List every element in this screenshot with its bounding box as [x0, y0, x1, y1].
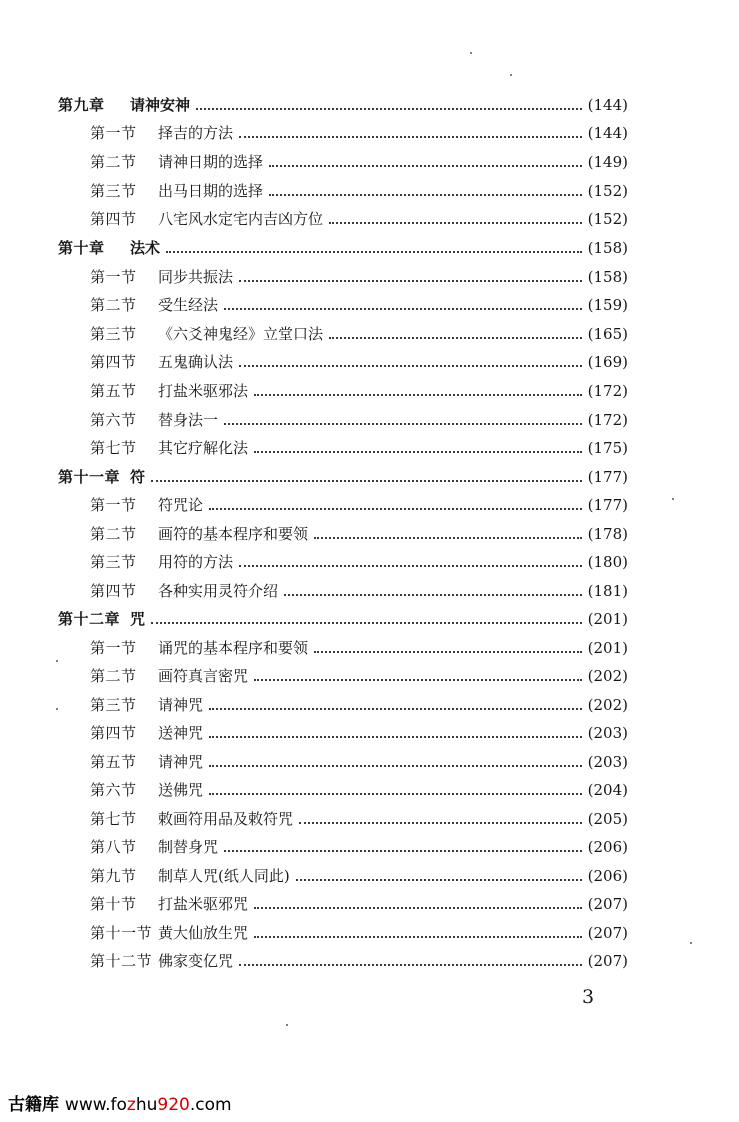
toc-chapter-row[interactable] — [58, 237, 628, 259]
section-title: 符咒论 — [158, 496, 204, 514]
dot-leader — [254, 393, 582, 396]
section-title: 请神咒 — [158, 753, 204, 771]
section-title: 佛家变亿咒 — [158, 952, 234, 970]
scan-speck — [470, 52, 472, 54]
section-number: 第二节 — [90, 153, 137, 171]
section-number: 第七节 — [90, 439, 137, 457]
section-number: 第一节 — [90, 124, 137, 142]
dot-leader — [239, 564, 582, 567]
chapter-number: 第九章 — [58, 96, 105, 114]
section-number: 第六节 — [90, 781, 137, 799]
toc-section-row[interactable] — [90, 208, 628, 230]
section-title: 请神日期的选择 — [158, 153, 264, 171]
dot-leader — [209, 764, 582, 767]
page-reference: (203) — [587, 753, 628, 771]
page-reference: (158) — [587, 239, 628, 257]
toc-chapter-row[interactable] — [58, 94, 628, 116]
page-reference: (144) — [587, 96, 628, 114]
toc-section-row[interactable] — [90, 523, 628, 545]
chapter-number: 第十章 — [58, 239, 105, 257]
section-number: 第四节 — [90, 582, 137, 600]
page-reference: (172) — [587, 382, 628, 400]
section-title: 敕画符用品及敕符咒 — [158, 810, 294, 828]
chapter-title: 请神安神 — [130, 96, 191, 114]
section-title: 画符真言密咒 — [158, 667, 249, 685]
toc-section-row[interactable] — [90, 180, 628, 202]
page-reference: (158) — [587, 268, 628, 286]
dot-leader — [209, 735, 582, 738]
chapter-title: 法术 — [130, 239, 161, 257]
page-reference: (169) — [587, 353, 628, 371]
scan-speck — [690, 942, 692, 944]
dot-leader — [151, 621, 582, 624]
dot-leader — [329, 221, 582, 224]
dot-leader — [284, 593, 582, 596]
section-title: 送神咒 — [158, 724, 204, 742]
scan-speck — [56, 660, 58, 662]
toc-section-row[interactable] — [90, 922, 628, 944]
section-title: 其它疗解化法 — [158, 439, 249, 457]
dot-leader — [166, 250, 582, 253]
page-reference: (206) — [587, 838, 628, 856]
page-reference: (202) — [587, 667, 628, 685]
section-number: 第五节 — [90, 382, 137, 400]
scan-speck — [56, 708, 58, 710]
section-number: 第一节 — [90, 268, 137, 286]
section-number: 第四节 — [90, 724, 137, 742]
page-reference: (172) — [587, 411, 628, 429]
section-number: 第四节 — [90, 353, 137, 371]
dot-leader — [196, 107, 582, 110]
dot-leader — [254, 935, 582, 938]
section-title: 同步共振法 — [158, 268, 234, 286]
watermark-url: www.fozhu920.com — [64, 1095, 232, 1115]
dot-leader — [299, 821, 582, 824]
page-reference: (165) — [587, 325, 628, 343]
dot-leader — [296, 878, 582, 881]
section-title: 请神咒 — [158, 696, 204, 714]
dot-leader — [239, 963, 582, 966]
section-number: 第三节 — [90, 553, 137, 571]
toc-section-row[interactable] — [90, 893, 628, 915]
page-reference: (203) — [587, 724, 628, 742]
dot-leader — [224, 307, 582, 310]
page-reference: (149) — [587, 153, 628, 171]
section-number: 第九节 — [90, 867, 137, 885]
page-reference: (178) — [587, 525, 628, 543]
section-title: 《六爻神鬼经》立堂口法 — [158, 325, 324, 343]
toc-section-row[interactable] — [90, 351, 628, 373]
page-reference: (159) — [587, 296, 628, 314]
page-reference: (205) — [587, 810, 628, 828]
toc-section-row[interactable] — [90, 266, 628, 288]
section-title: 送佛咒 — [158, 781, 204, 799]
section-number: 第一节 — [90, 496, 137, 514]
toc-chapter-row[interactable] — [58, 608, 628, 630]
section-title: 黄大仙放生咒 — [158, 924, 249, 942]
dot-leader — [314, 650, 582, 653]
page-reference: (152) — [587, 210, 628, 228]
section-number: 第二节 — [90, 667, 137, 685]
dot-leader — [269, 164, 582, 167]
section-number: 第十一节 — [90, 924, 153, 942]
section-title: 用符的方法 — [158, 553, 234, 571]
section-number: 第三节 — [90, 696, 137, 714]
section-number: 第一节 — [90, 639, 137, 657]
dot-leader — [224, 422, 582, 425]
page-reference: (177) — [587, 496, 628, 514]
section-number: 第三节 — [90, 182, 137, 200]
toc-section-row[interactable] — [90, 151, 628, 173]
dot-leader — [269, 193, 582, 196]
page-reference: (204) — [587, 781, 628, 799]
toc-section-row[interactable] — [90, 122, 628, 144]
section-number: 第六节 — [90, 411, 137, 429]
section-title: 替身法一 — [158, 411, 219, 429]
watermark-site-name: 古籍库 — [8, 1095, 59, 1115]
toc-section-row[interactable] — [90, 409, 628, 431]
dot-leader — [254, 906, 582, 909]
toc-section-row[interactable] — [90, 637, 628, 659]
section-title: 八宅风水定宅内吉凶方位 — [158, 210, 324, 228]
dot-leader — [209, 507, 582, 510]
page-reference: (207) — [587, 924, 628, 942]
toc-section-row[interactable] — [90, 808, 628, 830]
toc-section-row[interactable] — [90, 950, 628, 972]
dot-leader — [254, 450, 582, 453]
page-reference: (201) — [587, 610, 628, 628]
dot-leader — [151, 479, 582, 482]
page-reference: (202) — [587, 696, 628, 714]
toc-section-row[interactable] — [90, 865, 628, 887]
toc-section-row[interactable] — [90, 722, 628, 744]
page-number: 3 — [582, 986, 595, 1008]
section-title: 制替身咒 — [158, 838, 219, 856]
section-title: 各种实用灵符介绍 — [158, 582, 279, 600]
section-number: 第五节 — [90, 753, 137, 771]
scan-speck — [510, 74, 512, 76]
dot-leader — [239, 135, 582, 138]
dot-leader — [314, 536, 582, 539]
dot-leader — [254, 678, 582, 681]
toc-section-row[interactable] — [90, 294, 628, 316]
page-reference: (144) — [587, 124, 628, 142]
page-reference: (207) — [587, 952, 628, 970]
scan-speck — [286, 1024, 288, 1026]
toc-section-row[interactable] — [90, 551, 628, 573]
toc-section-row[interactable] — [90, 580, 628, 602]
section-number: 第七节 — [90, 810, 137, 828]
page-reference: (152) — [587, 182, 628, 200]
section-title: 择吉的方法 — [158, 124, 234, 142]
toc-section-row[interactable] — [90, 751, 628, 773]
toc-section-row[interactable] — [90, 836, 628, 858]
chapter-number: 第十一章 — [58, 468, 121, 486]
section-title: 制草人咒(纸人同此) — [158, 867, 290, 885]
dot-leader — [329, 336, 582, 339]
section-number: 第二节 — [90, 296, 137, 314]
section-number: 第二节 — [90, 525, 137, 543]
page-reference: (201) — [587, 639, 628, 657]
section-number: 第三节 — [90, 325, 137, 343]
page-reference: (180) — [587, 553, 628, 571]
section-number: 第十二节 — [90, 952, 153, 970]
section-title: 诵咒的基本程序和要领 — [158, 639, 309, 657]
chapter-title: 符 — [130, 468, 146, 486]
section-title: 受生经法 — [158, 296, 219, 314]
page-reference: (206) — [587, 867, 628, 885]
dot-leader — [239, 364, 582, 367]
dot-leader — [209, 707, 582, 710]
toc-section-row[interactable] — [90, 694, 628, 716]
page-reference: (175) — [587, 439, 628, 457]
toc-chapter-row[interactable] — [58, 466, 628, 488]
scan-speck — [672, 498, 674, 500]
section-number: 第十节 — [90, 895, 137, 913]
dot-leader — [239, 279, 582, 282]
toc-section-row[interactable] — [90, 494, 628, 516]
dot-leader — [224, 849, 582, 852]
section-title: 打盐米驱邪法 — [158, 382, 249, 400]
chapter-number: 第十二章 — [58, 610, 121, 628]
watermark — [8, 1090, 232, 1115]
page-reference: (181) — [587, 582, 628, 600]
chapter-title: 咒 — [130, 610, 146, 628]
page-reference: (177) — [587, 468, 628, 486]
section-title: 画符的基本程序和要领 — [158, 525, 309, 543]
section-title: 五鬼确认法 — [158, 353, 234, 371]
dot-leader — [209, 792, 582, 795]
section-number: 第四节 — [90, 210, 137, 228]
section-title: 打盐米驱邪咒 — [158, 895, 249, 913]
toc-section-row[interactable] — [90, 779, 628, 801]
toc-section-row[interactable] — [90, 380, 628, 402]
page-reference: (207) — [587, 895, 628, 913]
section-title: 出马日期的选择 — [158, 182, 264, 200]
toc-section-row[interactable] — [90, 665, 628, 687]
section-number: 第八节 — [90, 838, 137, 856]
toc-section-row[interactable] — [90, 323, 628, 345]
toc-section-row[interactable] — [90, 437, 628, 459]
